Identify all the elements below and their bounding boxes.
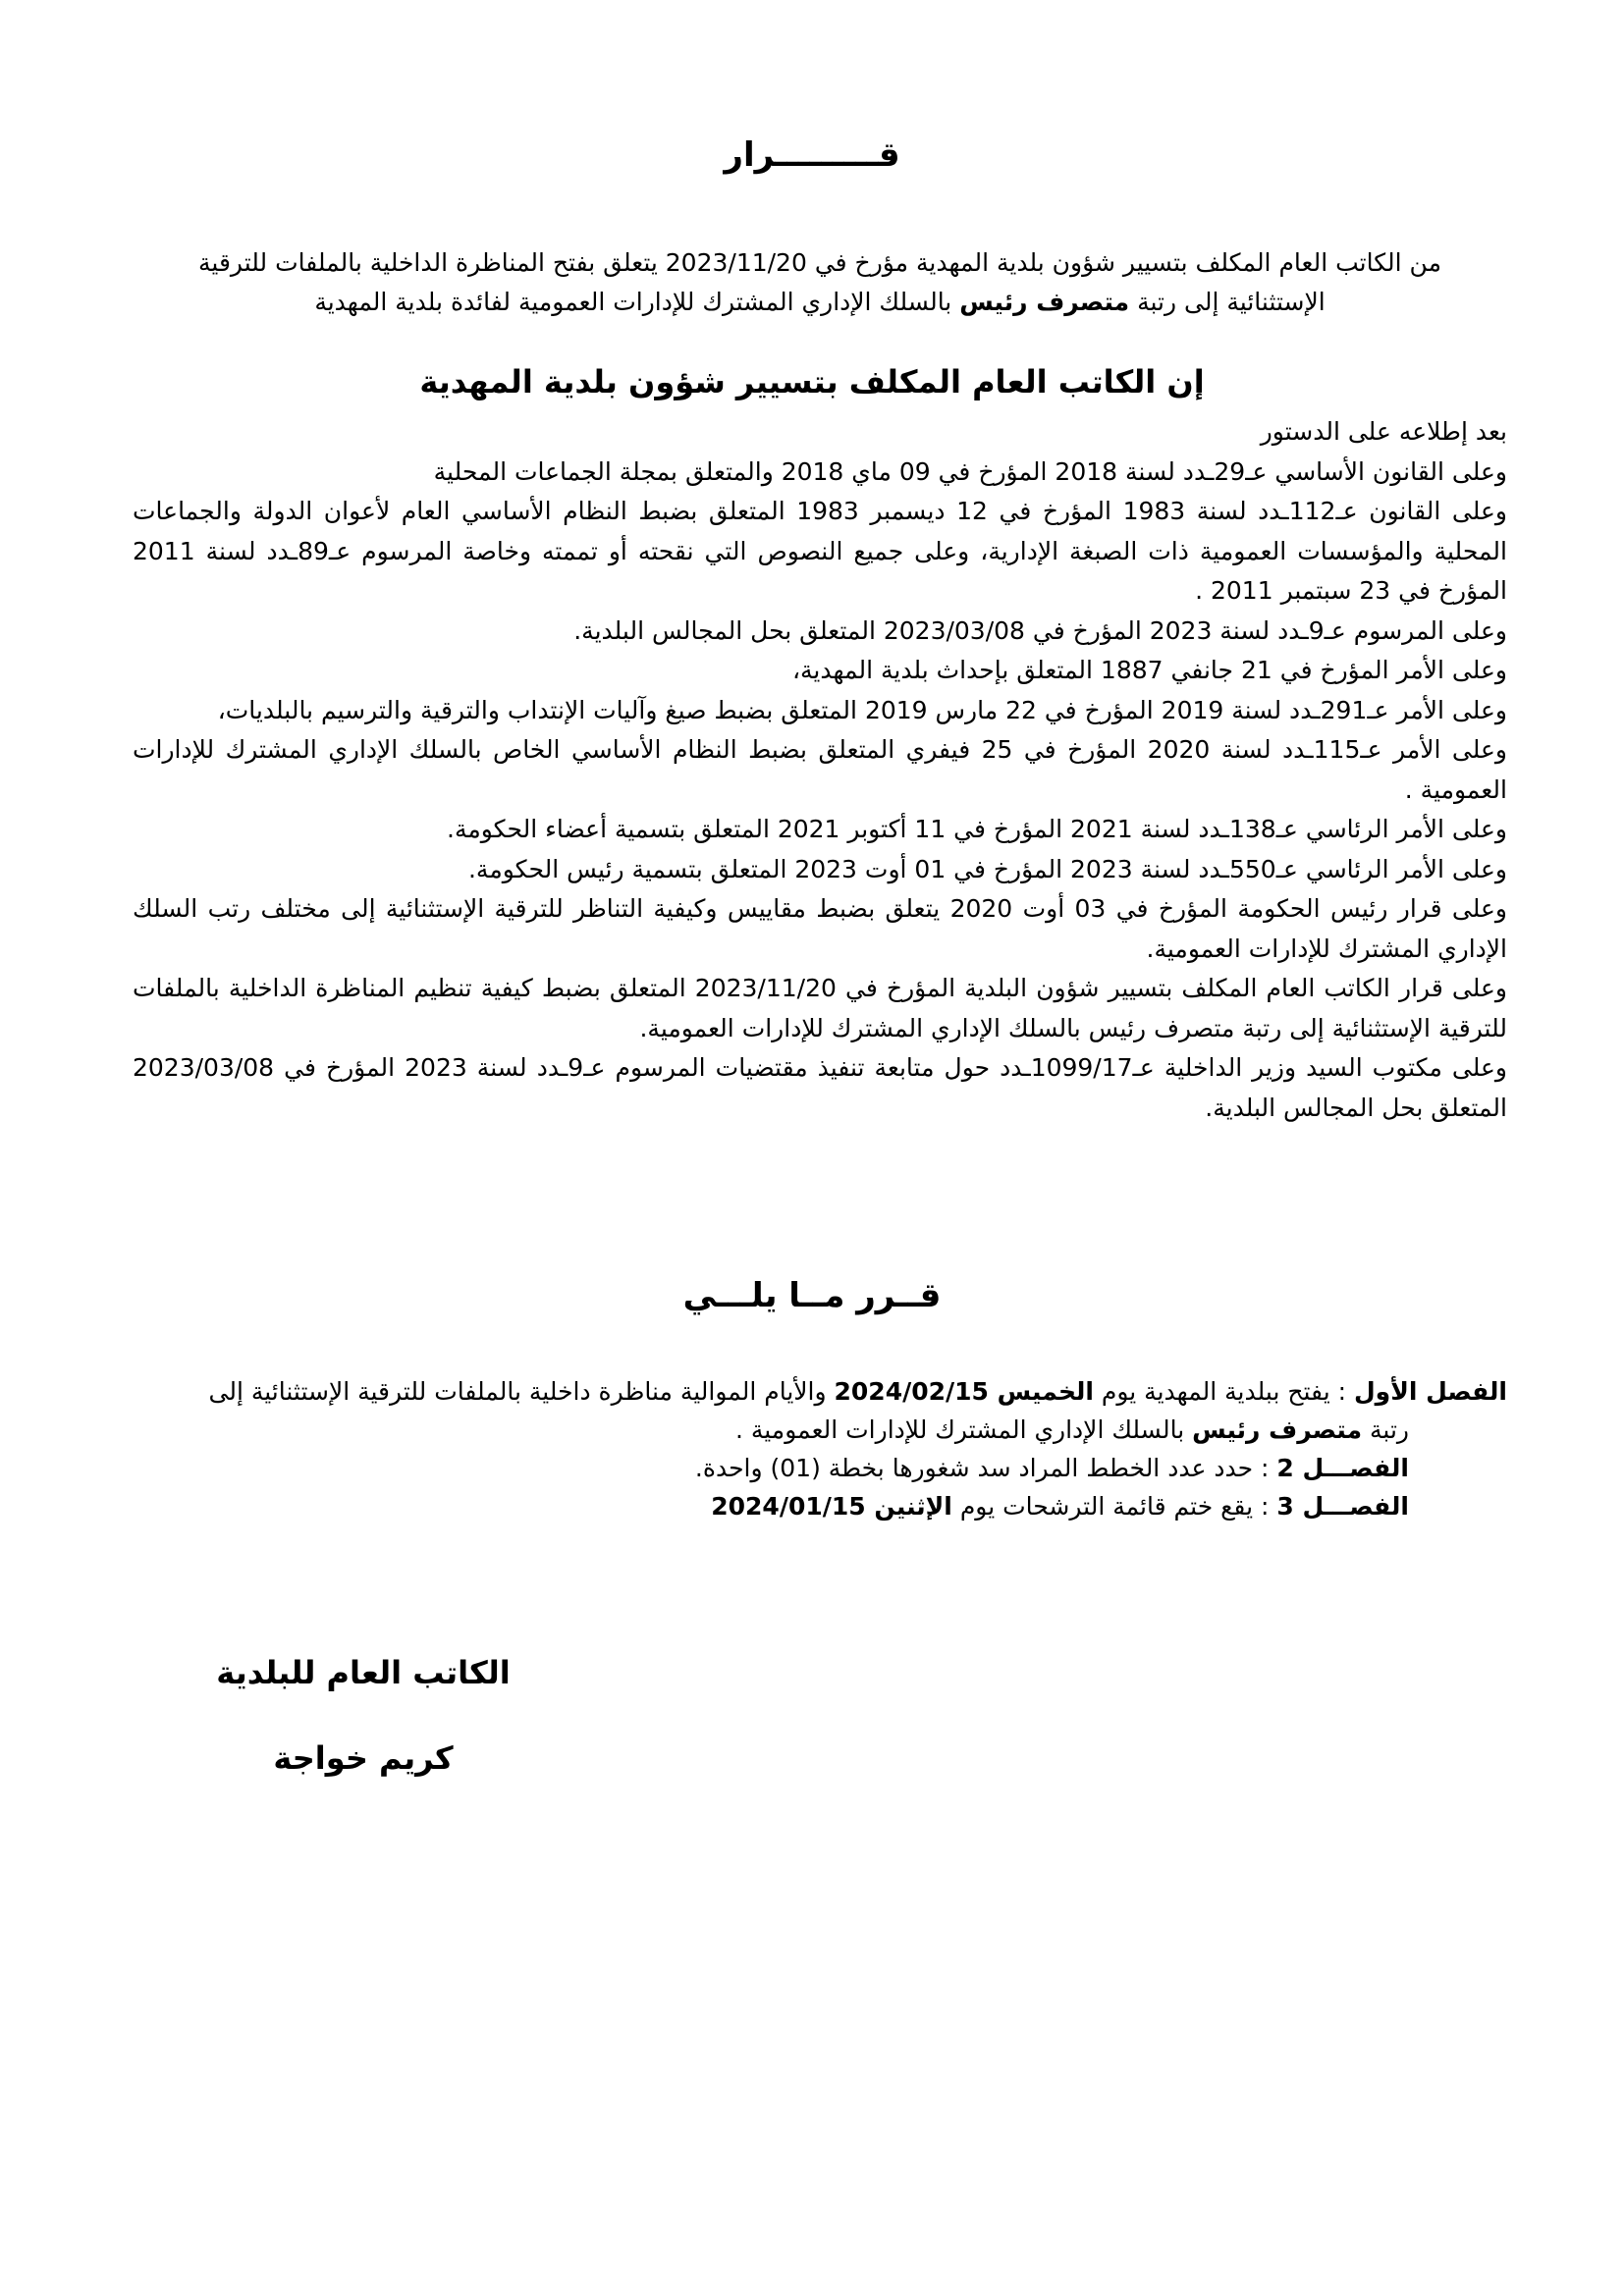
subject-rank: متصرف رئيس xyxy=(959,288,1130,316)
reference-item: وعلى قرار رئيس الحكومة المؤرخ في 03 أوت 2020 يتعلق بضبط مقاييس وكيفية التناظر للترقية الإستثنائية إلى مختلف رتب السلك الإداري المشترك للإدارات العمومية. xyxy=(133,894,1507,963)
article-text: بالسلك الإداري المشترك للإدارات العمومية . xyxy=(734,1415,1193,1444)
article-date: 2024/02/15 xyxy=(834,1377,998,1406)
signatory-name: كريم خواجة xyxy=(273,1739,454,1777)
decision-subject xyxy=(133,243,1507,322)
article-2 xyxy=(133,1449,1507,1487)
reference-item: وعلى الأمر الرئاسي عـ138ـدد لسنة 2021 المؤرخ في 11 أكتوبر 2021 المتعلق بتسمية أعضاء الحكومة. xyxy=(447,815,1507,843)
article-text: : يقع ختم قائمة الترشحات يوم xyxy=(951,1492,1277,1521)
subject-text: الإستثنائية إلى رتبة xyxy=(1129,288,1326,316)
article-1-continuation xyxy=(133,1411,1507,1449)
article-day: الخميس xyxy=(997,1377,1094,1406)
reference-item: بعد إطلاعه على الدستور xyxy=(1260,417,1507,446)
article-label: الفصـــل 2 xyxy=(1276,1454,1409,1482)
article-3 xyxy=(133,1487,1507,1525)
article-text: : يفتح ببلدية المهدية يوم xyxy=(1093,1377,1354,1406)
document-title: قـــــــــرار xyxy=(724,135,900,175)
article-1 xyxy=(133,1372,1507,1411)
article-text: والأيام الموالية مناظرة داخلية بالملفات للترقية الإستثنائية إلى xyxy=(208,1377,835,1406)
reference-item: وعلى الأمر عـ291ـدد لسنة 2019 المؤرخ في 22 مارس 2019 المتعلق بضبط صيغ وآليات الإنتداب والترقية والترسيم بالبلديات، xyxy=(217,695,1507,724)
decision-articles xyxy=(133,1372,1507,1525)
article-label: الفصـــل 3 xyxy=(1276,1492,1409,1521)
reference-item: وعلى قرار الكاتب العام المكلف بتسيير شؤون البلدية المؤرخ في 2023/11/20 المتعلق بضبط كيفية تنظيم المناظرة الداخلية بالملفات للترقية الإستثنائية إلى رتبة متصرف رئيس بالسلك الإداري المشترك للإدارات العمومية. xyxy=(133,974,1508,1042)
reference-item: وعلى القانون عـ112ـدد لسنة 1983 المؤرخ في 12 ديسمبر 1983 المتعلق بضبط النظام الأساسي العام لأعوان الدولة والجماعات المحلية والمؤسسات العمومية ذات الصبغة الإدارية، وعلى جميع النصوص التي نقحته أو تممته وخاصة المرسوم عـ89ـدد لسنة 2011 المؤرخ في 23 سبتمبر 2011 . xyxy=(133,497,1507,605)
decides-heading: قــرر مــا يلـــي xyxy=(682,1276,942,1315)
reference-item: وعلى القانون الأساسي عـ29ـدد لسنة 2018 المؤرخ في 09 ماي 2018 والمتعلق بمجلة الجماعات المحلية xyxy=(433,456,1507,486)
article-rank: متصرف رئيس xyxy=(1192,1415,1363,1444)
reference-item: وعلى الأمر عـ115ـدد لسنة 2020 المؤرخ في 25 فيفري المتعلق بضبط النظام الأساسي الخاص بالسلك الإداري المشترك للإدارات العمومية . xyxy=(133,735,1507,804)
reference-item: وعلى المرسوم عـ9ـدد لسنة 2023 المؤرخ في 2023/03/08 المتعلق بحل المجالس البلدية. xyxy=(573,615,1507,645)
article-text: : حدد عدد الخطط المراد سد شغورها بخطة (01) واحدة. xyxy=(694,1454,1277,1482)
article-label: الفصل الأول xyxy=(1353,1377,1507,1406)
article-date: 2024/01/15 xyxy=(711,1492,875,1521)
reference-item: وعلى الأمر الرئاسي عـ550ـدد لسنة 2023 المؤرخ في 01 أوت 2023 المتعلق بتسمية رئيس الحكومة. xyxy=(467,854,1507,883)
article-day: الإثنين xyxy=(874,1492,952,1521)
reference-item: وعلى الأمر المؤرخ في 21 جانفي 1887 المتعلق بإحداث بلدية المهدية، xyxy=(791,656,1507,684)
reference-item: وعلى مكتوب السيد وزير الداخلية عـ1099/17ـدد حول متابعة تنفيذ مقتضيات المرسوم عـ9ـدد لسنة 2023 المؤرخ في 2023/03/08 المتعلق بحل المجالس البلدية. xyxy=(133,1053,1508,1122)
subject-text: بالسلك الإداري المشترك للإدارات العمومية لفائدة بلدية المهدية xyxy=(314,288,960,316)
legal-references xyxy=(133,412,1507,1128)
subject-line-2 xyxy=(133,283,1507,322)
subject-line-1: من الكاتب العام المكلف بتسيير شؤون بلدية المهدية مؤرخ في 2023/11/20 يتعلق بفتح المناظرة الداخلية بالملفات للترقية xyxy=(198,248,1441,277)
article-text: رتبة xyxy=(1362,1415,1409,1444)
signatory-role: الكاتب العام للبلدية xyxy=(216,1654,511,1691)
issuer-heading: إن الكاتب العام المكلف بتسيير شؤون بلدية المهدية xyxy=(419,363,1205,400)
